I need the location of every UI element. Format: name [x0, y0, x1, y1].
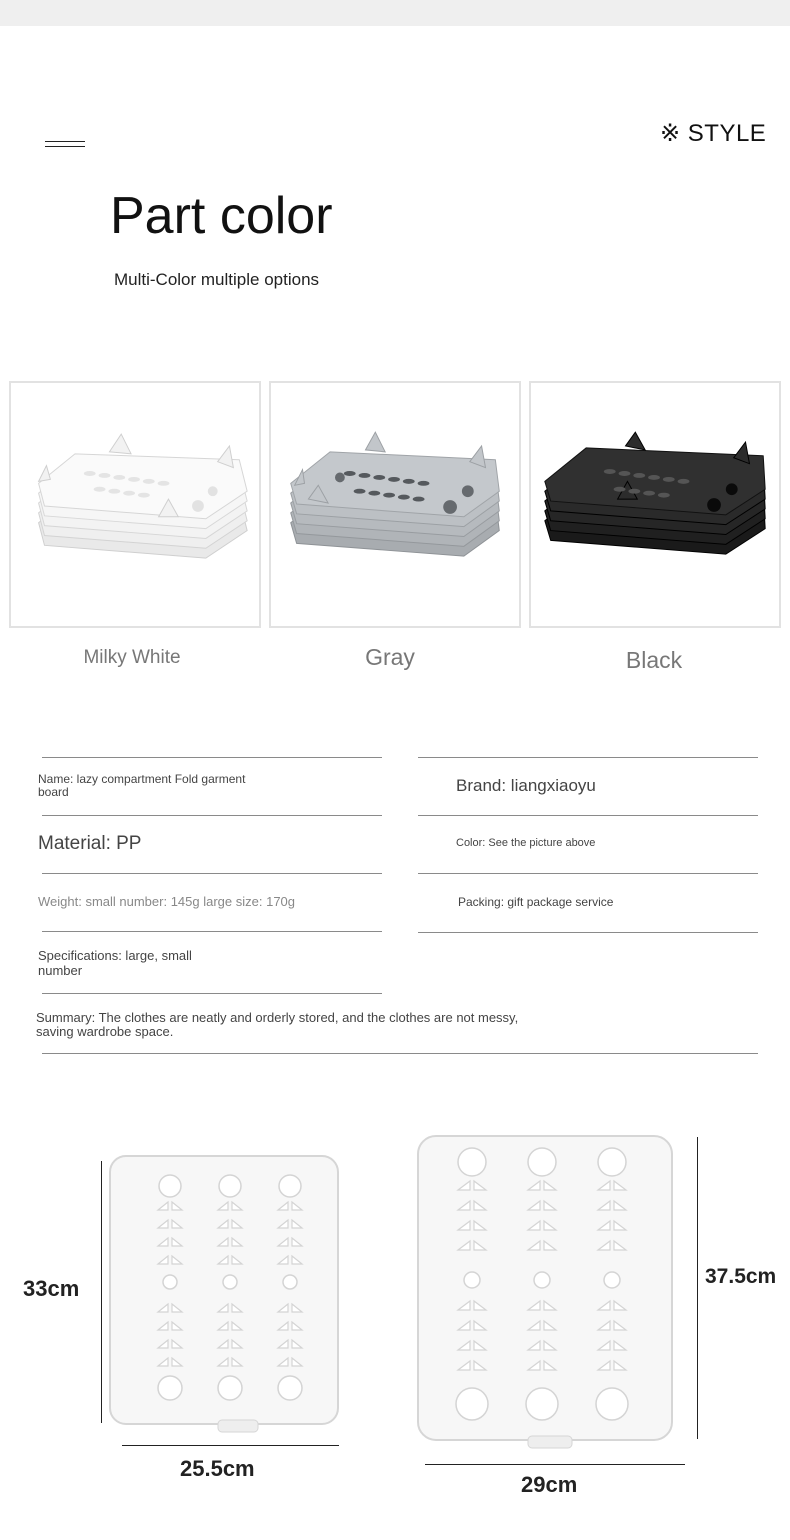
large-board-image — [414, 1132, 686, 1452]
divider — [42, 873, 382, 874]
large-board-drawing — [414, 1132, 686, 1452]
spec-specifications: Specifications: large, small number — [38, 948, 192, 978]
color-label-milky-white: Milky White — [83, 647, 181, 668]
spec-name: Name: lazy compartment Fold garment board — [38, 772, 246, 799]
page-title: Part color — [110, 187, 333, 245]
divider — [42, 757, 382, 758]
large-height-dimension-line — [697, 1137, 698, 1439]
color-label-gray: Gray — [365, 644, 415, 670]
spec-brand: Brand: liangxiaoyu — [456, 776, 596, 795]
swatch-milky-white — [9, 381, 261, 628]
spec-packing: Packing: gift package service — [458, 895, 614, 909]
small-board-image — [106, 1152, 342, 1434]
small-board-drawing — [106, 1152, 342, 1434]
divider — [418, 815, 758, 816]
large-width-dimension-line — [425, 1464, 685, 1465]
spec-summary: Summary: The clothes are neatly and orderly stored, and the clothes are not messy, saving wardrobe space. — [36, 1010, 519, 1039]
decorative-double-line — [45, 141, 85, 147]
spec-color: Color: See the picture above — [456, 837, 596, 849]
board-stack-white-image — [11, 383, 259, 626]
divider — [42, 815, 382, 816]
board-stack — [545, 432, 765, 554]
small-width-label: 25.5cm — [180, 1456, 255, 1481]
divider — [42, 931, 382, 932]
spec-material: Material: PP — [38, 833, 142, 854]
divider — [42, 993, 382, 994]
color-label-black: Black — [625, 647, 683, 673]
small-height-dimension-line — [101, 1161, 102, 1423]
top-bar — [0, 0, 790, 26]
swatch-black — [529, 381, 781, 628]
page-subtitle: Multi-Color multiple options — [114, 270, 320, 289]
spec-weight: Weight: small number: 145g large size: 170g — [38, 894, 296, 909]
divider — [418, 873, 758, 874]
board-stack — [39, 434, 248, 558]
divider — [418, 757, 758, 758]
small-height-label: 33cm — [23, 1276, 80, 1301]
board-stack-black-image — [531, 383, 779, 626]
small-width-dimension-line — [122, 1445, 339, 1446]
divider — [418, 932, 758, 933]
large-width-label: 29cm — [521, 1472, 578, 1497]
large-height-label: 37.5cm — [705, 1265, 777, 1288]
divider — [42, 1053, 758, 1054]
board-stack-gray-image — [271, 383, 519, 626]
swatch-gray — [269, 381, 521, 628]
style-label: ※ STYLE — [660, 120, 767, 147]
board-stack — [291, 432, 500, 556]
